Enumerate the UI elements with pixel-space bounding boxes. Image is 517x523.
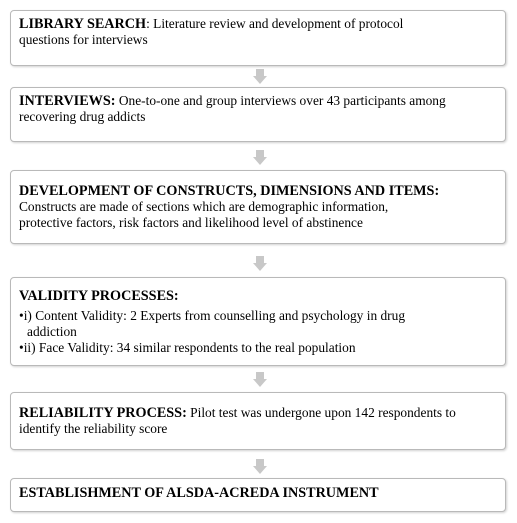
step-validity-processes — [10, 277, 506, 366]
step-4-bullet-content-validity: •i) Content Validity: 2 Experts from counselling and psychology in drug — [19, 308, 406, 323]
step-2-body: One-to-one and group interviews over 43 participants among — [115, 93, 446, 108]
step-establishment-of-instrument — [10, 478, 506, 512]
step-4-bullet-content-validity-continued: addiction — [27, 324, 77, 339]
step-1-body-continued: questions for interviews — [19, 32, 148, 47]
arrow-down-icon — [253, 459, 267, 474]
step-library-search — [10, 10, 506, 66]
step-1-line-1 — [19, 16, 497, 32]
step-reliability-process — [10, 392, 506, 450]
step-6-heading: ESTABLISHMENT OF ALSDA-ACREDA INSTRUMENT — [19, 485, 379, 501]
step-4-heading: VALIDITY PROCESSES: — [19, 288, 179, 304]
step-5-body: Pilot test was undergone upon 142 respondents to — [186, 405, 456, 420]
step-1-body: : Literature review and development of protocol — [146, 16, 404, 31]
step-interviews — [10, 87, 506, 142]
arrow-down-icon — [253, 69, 267, 84]
arrow-down-icon — [253, 150, 267, 165]
step-3-heading: DEVELOPMENT OF CONSTRUCTS, DIMENSIONS AND ITEMS: — [19, 183, 440, 199]
step-1-heading: LIBRARY SEARCH — [19, 16, 147, 32]
step-5-line-1 — [19, 405, 497, 421]
arrow-down-icon — [253, 372, 267, 387]
step-5-body-continued: identify the reliability score — [19, 421, 168, 436]
step-3-body: Constructs are made of sections which are demographic information, — [19, 199, 389, 214]
step-4-bullet-face-validity: •ii) Face Validity: 34 similar respondents to the real population — [19, 340, 356, 355]
arrow-down-icon — [253, 256, 267, 271]
step-3-body-continued: protective factors, risk factors and likelihood level of abstinence — [19, 215, 363, 230]
step-5-heading: RELIABILITY PROCESS: — [19, 405, 187, 421]
step-2-heading: INTERVIEWS: — [19, 93, 116, 109]
step-2-line-1 — [19, 93, 497, 109]
step-2-body-continued: recovering drug addicts — [19, 109, 146, 124]
step-development-of-constructs — [10, 170, 506, 244]
